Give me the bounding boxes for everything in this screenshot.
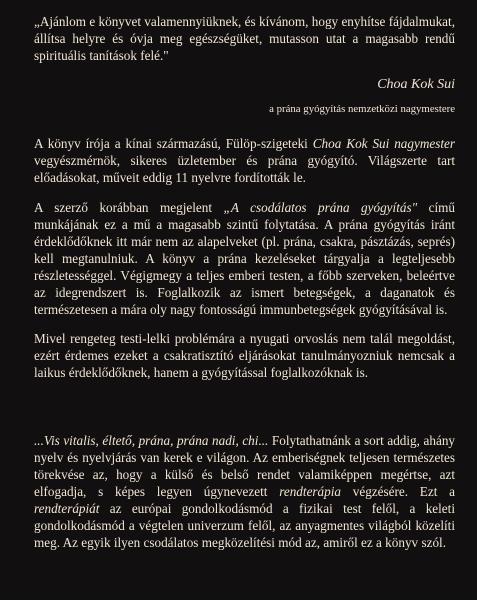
closing-paragraph xyxy=(34,433,455,551)
author-name-italic: Choa Kok Sui nagymester xyxy=(312,136,456,152)
text-span: című munkájának ez a mű a magasabb szintű folytatása. A prána gyógyítás iránt érdeklődőknek itt már nem az alapelveket (pl. prána, csakra, pásztázás, seprés) kell megtanulniuk. A könyv a prána kezeléseket tárgyalja a legteljesebb részletességgel. Végigmegy a teljes emberi testen, a főbb szerveken, beleértve az idegrendszert is. Foglalkozik az ismert betegségek, a daganatok és természetesen a mára oly nagy fontosságú immunbetegségek gyógyításával is. xyxy=(34,200,455,317)
text-span: az európai gondolkodásmód a fizikai test felől, a keleti gondolkodásmód a végtelen univerzum felől, az anyagmentes világból közelíti meg. Az egyik ilyen csodálatos megközelítési mód az, amiről ez a könyv szól. xyxy=(34,500,455,550)
text-span: A könyv írója a kínai származású, Fülöp-szigeteki xyxy=(34,136,313,152)
text-span: A szerző korábban megjelent xyxy=(34,200,224,216)
spacer xyxy=(34,395,455,433)
term-rendterapia: rendterápia xyxy=(279,483,341,499)
term-rendterapiat: rendterápiát xyxy=(34,500,100,516)
previous-book-title: „A csodálatos prána gyógyítás" xyxy=(223,200,418,216)
audience-paragraph: Mivel rengeteg testi-lelki problémára a nyugati orvoslás nem talál megoldást, ezért érdemes ezeket a csakratisztító eljárásokat tanulmányozniuk nemcsak a laikus érdeklődőknek, hanem a gyógyítással foglalkozóknak is. xyxy=(34,331,455,381)
text-span: vegyészmérnök, sikeres üzletember és prána gyógyító. Világszerte tart előadásokat, műveit eddig 11 nyelvre fordították le. xyxy=(34,153,455,186)
quote-author: Choa Kok Sui xyxy=(377,77,455,93)
dedication-quote: „Ajánlom e könyvet valamennyiüknek, és kívánom, hogy enyhítse fájdalmukat, állítsa helyre és óvja meg egészségüket, mutasson utat a magasabb rendű spirituális tanítások felé." xyxy=(34,14,455,63)
text-span: Folytathatnánk a sort addig, ahány nyelv és nyelvjárás van kerek e világon. Az emberiségnek teljesen természetes törekvése az, hogy a külső és belső rendet valamiképpen megértse, azt elfogadja, s képes legyen úgynevezett xyxy=(34,433,456,499)
book-description-paragraph xyxy=(34,200,455,318)
author-bio-paragraph xyxy=(34,136,455,187)
quote-author-title: a prána gyógyítás nemzetközi nagymestere xyxy=(269,103,455,116)
life-force-terms: ...Vis vitalis, éltető, prána, prána nadi, chi... xyxy=(34,433,269,449)
text-span: végzésére. Ezt a xyxy=(341,483,455,499)
